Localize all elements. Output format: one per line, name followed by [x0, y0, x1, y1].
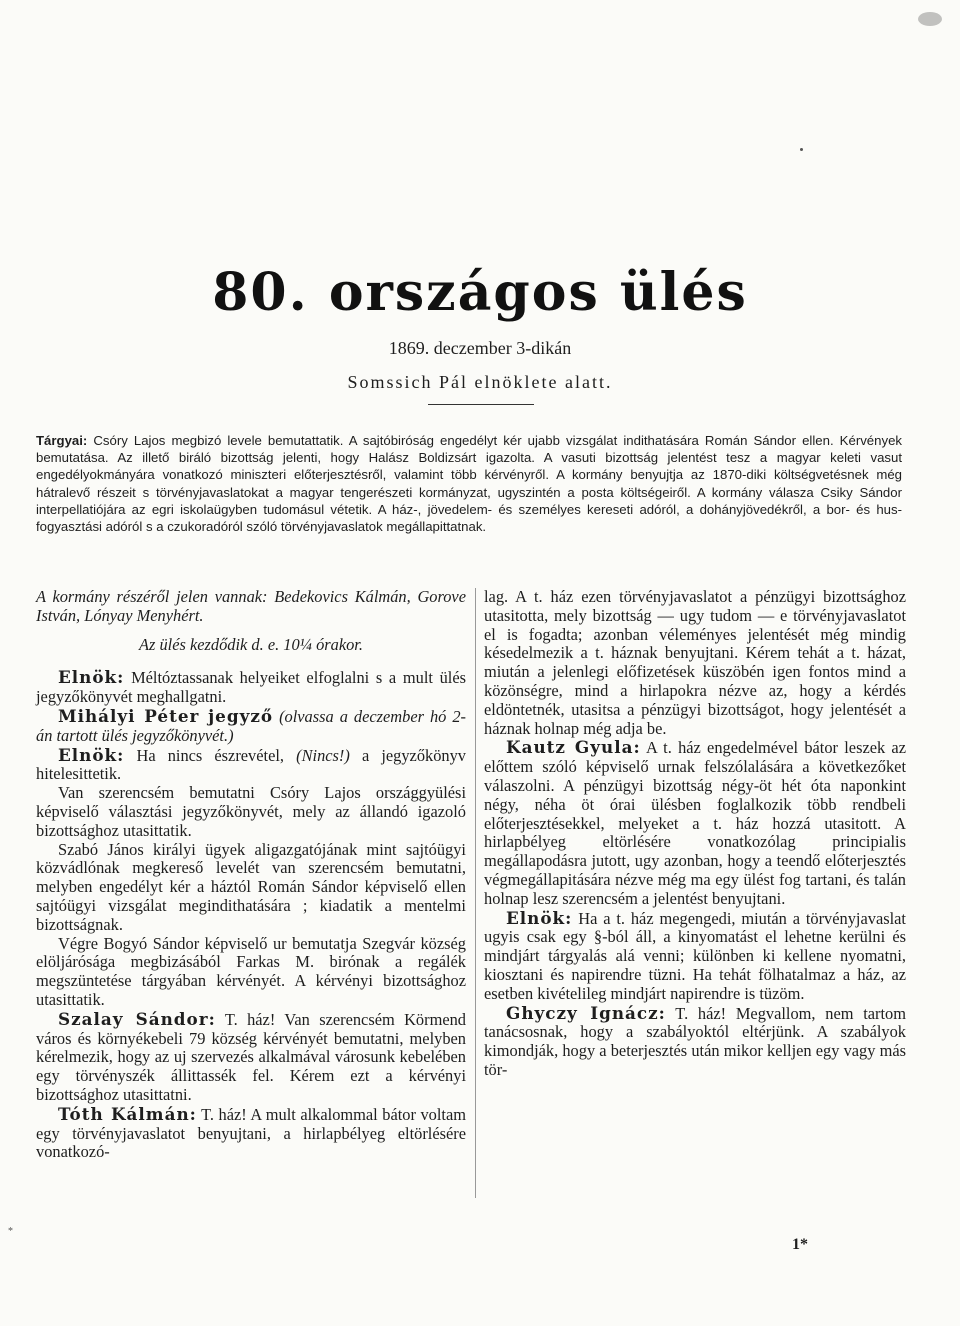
paragraph-6: Végre Bogyó Sándor képviselő ur bemutatja Szegvár község elöljárósága megbizásából Farkas M. birónak a regálék megszüntetése tárgyában kérvényét. A kérvényi bizottsághoz utasittatik.: [36, 933, 466, 1009]
stage-direction: (olvassa a deczember hó 2-án tartott ülés jegyzőkönyvét.): [36, 706, 466, 745]
paragraph-4: Van szerencsém bemutatni Csóry Lajos országgyülési képviselő választási jegyzőkönyvét, mely az állandó igazoló bizottsághoz utasittatik.: [36, 783, 466, 840]
speaker-name: Elnök:: [58, 667, 125, 688]
agenda-text: Csóry Lajos megbizó levele bemutattatik. A sajtóbiróság engedélyt kér ujabb vizsgálat indithatására Román Sándor ellen. Kérvények bemutatása. Az illető biráló bizottság jelenti, hogy Halász Boldizsárt igazolta. A vasuti bizottság jelentést tesz a magyar keleti vasut engedélyokmányára vonatkozó miniszteri előterjesztésről, valamint több kérvényről. A kormány benyujtja az 1870-diki költségvetésnek még hátralevő részeit s törvényjavaslatokat a magyar tengerészeti kormányzat, ugyszintén a posta költségeiről. A kormány válasza Csiky Sándor interpellatiójára az egri iskolaügyben tudomásul vétetik. A ház-, jövedelem- és személyes kereseti adóról, a dohányjövedékről, a bor- és hus-fogyasztási adóról s a czukoradóról szóló törvényjavaslatok megállapittatnak.: [36, 433, 902, 535]
agenda-summary: [36, 432, 902, 535]
scan-artifact: [800, 148, 803, 151]
speech-text: T. ház! Van szerencsém Körmend város és környékebeli 79 község kérvényét bemutatni, melyben kérelmezik, hogy az uj szervezés alkalmával városunk kebelében egy törvényszék állittassék fel. Kérem ezt a kérvényi bizottsághoz utasittatni.: [36, 1009, 466, 1104]
paragraph-3: [36, 746, 466, 785]
column-divider: [475, 588, 476, 1198]
speech-text: a jegyzőkönyv hitelesittetik.: [36, 745, 466, 784]
session-chair: Somssich Pál elnöklete alatt.: [347, 372, 613, 392]
speech-text: A t. ház engedelmével bátor leszek az előttem szóló képviselő urnak felszólalására a következőket válaszolni. A pénzügyi bizottság négy-öt hét óta naponkint négy, néha öt órai ülésben foglalkozik több rendbeli előterjesztésekkel, melyeket a t. ház hozzá utasitott. A hirlapbélyeg eltörlésére vonatkozólag principialis megállapodásra jutott, ugy azonban, hogy a teendő előterjesztés végmegállapitására nézve még ma egy ülést fog tartani, és talán holnap lesz szerencsém a jelentést benyujtani.: [484, 738, 906, 908]
paragraph-r3: [484, 909, 906, 1004]
session-start: Az ülés kezdődik d. e. 10¼ órakor.: [139, 634, 363, 654]
session-date: 1869. deczember 3-dikán: [388, 338, 572, 358]
paragraph-2: [36, 707, 466, 746]
government-present: A kormány részéről jelen vannak: Bedekovics Kálmán, Gorove István, Lónyay Menyhért.: [36, 587, 466, 625]
paragraph-r2: [484, 738, 906, 908]
paragraph-5: Szabó János királyi ügyek aligazgatójának mint sajtóügyi közvádlónak megkereső levelét van szerencsém bemutatni, melyben engedélyt kér a háztól Román Sándor képviselő ellen sajtóügyi vizsgálat megindithatására ; kiadatik a mentelmi bizottságnak.: [36, 839, 466, 934]
paragraph-r4: [484, 1004, 906, 1080]
speaker-name: Mihályi Péter jegyző: [58, 705, 274, 726]
left-column: [36, 588, 466, 1162]
scan-artifact: [918, 12, 942, 26]
paragraph-continued: lag. A t. ház ezen törvényjavaslatot a pénzügyi bizottsághoz utasitotta, mely bizottság — ugy tudom — e törvényjavaslatot el is fogadta; azonban véleményes jelentését még mindig késedelmezik a t. háznak benyujtani. Kérem tehát a t. házat, miután a jelenlegi előfizetések küszöbén igen fontos mind a közönségre, mind a hirlapokra nézve az, hogy a kérdés eldöntetnék, utasitsa a pénzügyi bizottságot, hogy jelentését a háznak holnap még adja be.: [484, 587, 906, 738]
agenda-label: Tárgyai:: [36, 433, 88, 448]
speaker-name: Elnök:: [58, 744, 125, 765]
speech-text: Ha a t. ház megengedi, miután a törvényjavaslat ugyis csak egy §-ból áll, a kinyomatást el lehetne kerülni és mindjárt tárgyalás alá venni; különben ki kellene nyomatni, kiosztani és napirendre tüzni. Ha tehát fölhatalmaz a ház, az esetben kivételileg mindjárt napirendre is tüzöm.: [484, 908, 906, 1003]
paragraph-8: [36, 1105, 466, 1162]
speaker-name: Tóth Kálmán:: [58, 1103, 197, 1124]
right-column: [484, 588, 906, 1080]
speech-text: Ha nincs észrevétel,: [136, 745, 285, 765]
paragraph-1: [36, 668, 466, 707]
speech-text: Méltóztassanak helyeiket elfoglalni s a mult ülés jegyzőkönyvét meghallgatni.: [36, 668, 466, 707]
speaker-name: Szalay Sándor:: [58, 1008, 216, 1029]
session-title: 80. országos ülés: [212, 262, 748, 323]
corner-mark: *: [8, 1226, 13, 1237]
speech-text: T. ház! A mult alkalommal bátor voltam egy törvényjavaslatot benyujtani, a hirlapbélyeg eltörlésére vonatkozó-: [36, 1104, 466, 1162]
speaker-name: Kautz Gyula:: [506, 737, 641, 758]
interjection: (Nincs!): [296, 745, 350, 765]
title-divider: [428, 404, 534, 405]
speech-text: T. ház! Megvallom, nem tartom tanácsosnak, hogy a szabályoktól eltérjünk. A szabályok kimondják, hogy a beterjesztés után mikor kelljen egy vagy más tör-: [484, 1003, 906, 1079]
speaker-name: Elnök:: [506, 907, 573, 928]
page-signature: 1*: [792, 1236, 808, 1253]
speaker-name: Ghyczy Ignácz:: [506, 1002, 666, 1023]
paragraph-7: [36, 1010, 466, 1105]
